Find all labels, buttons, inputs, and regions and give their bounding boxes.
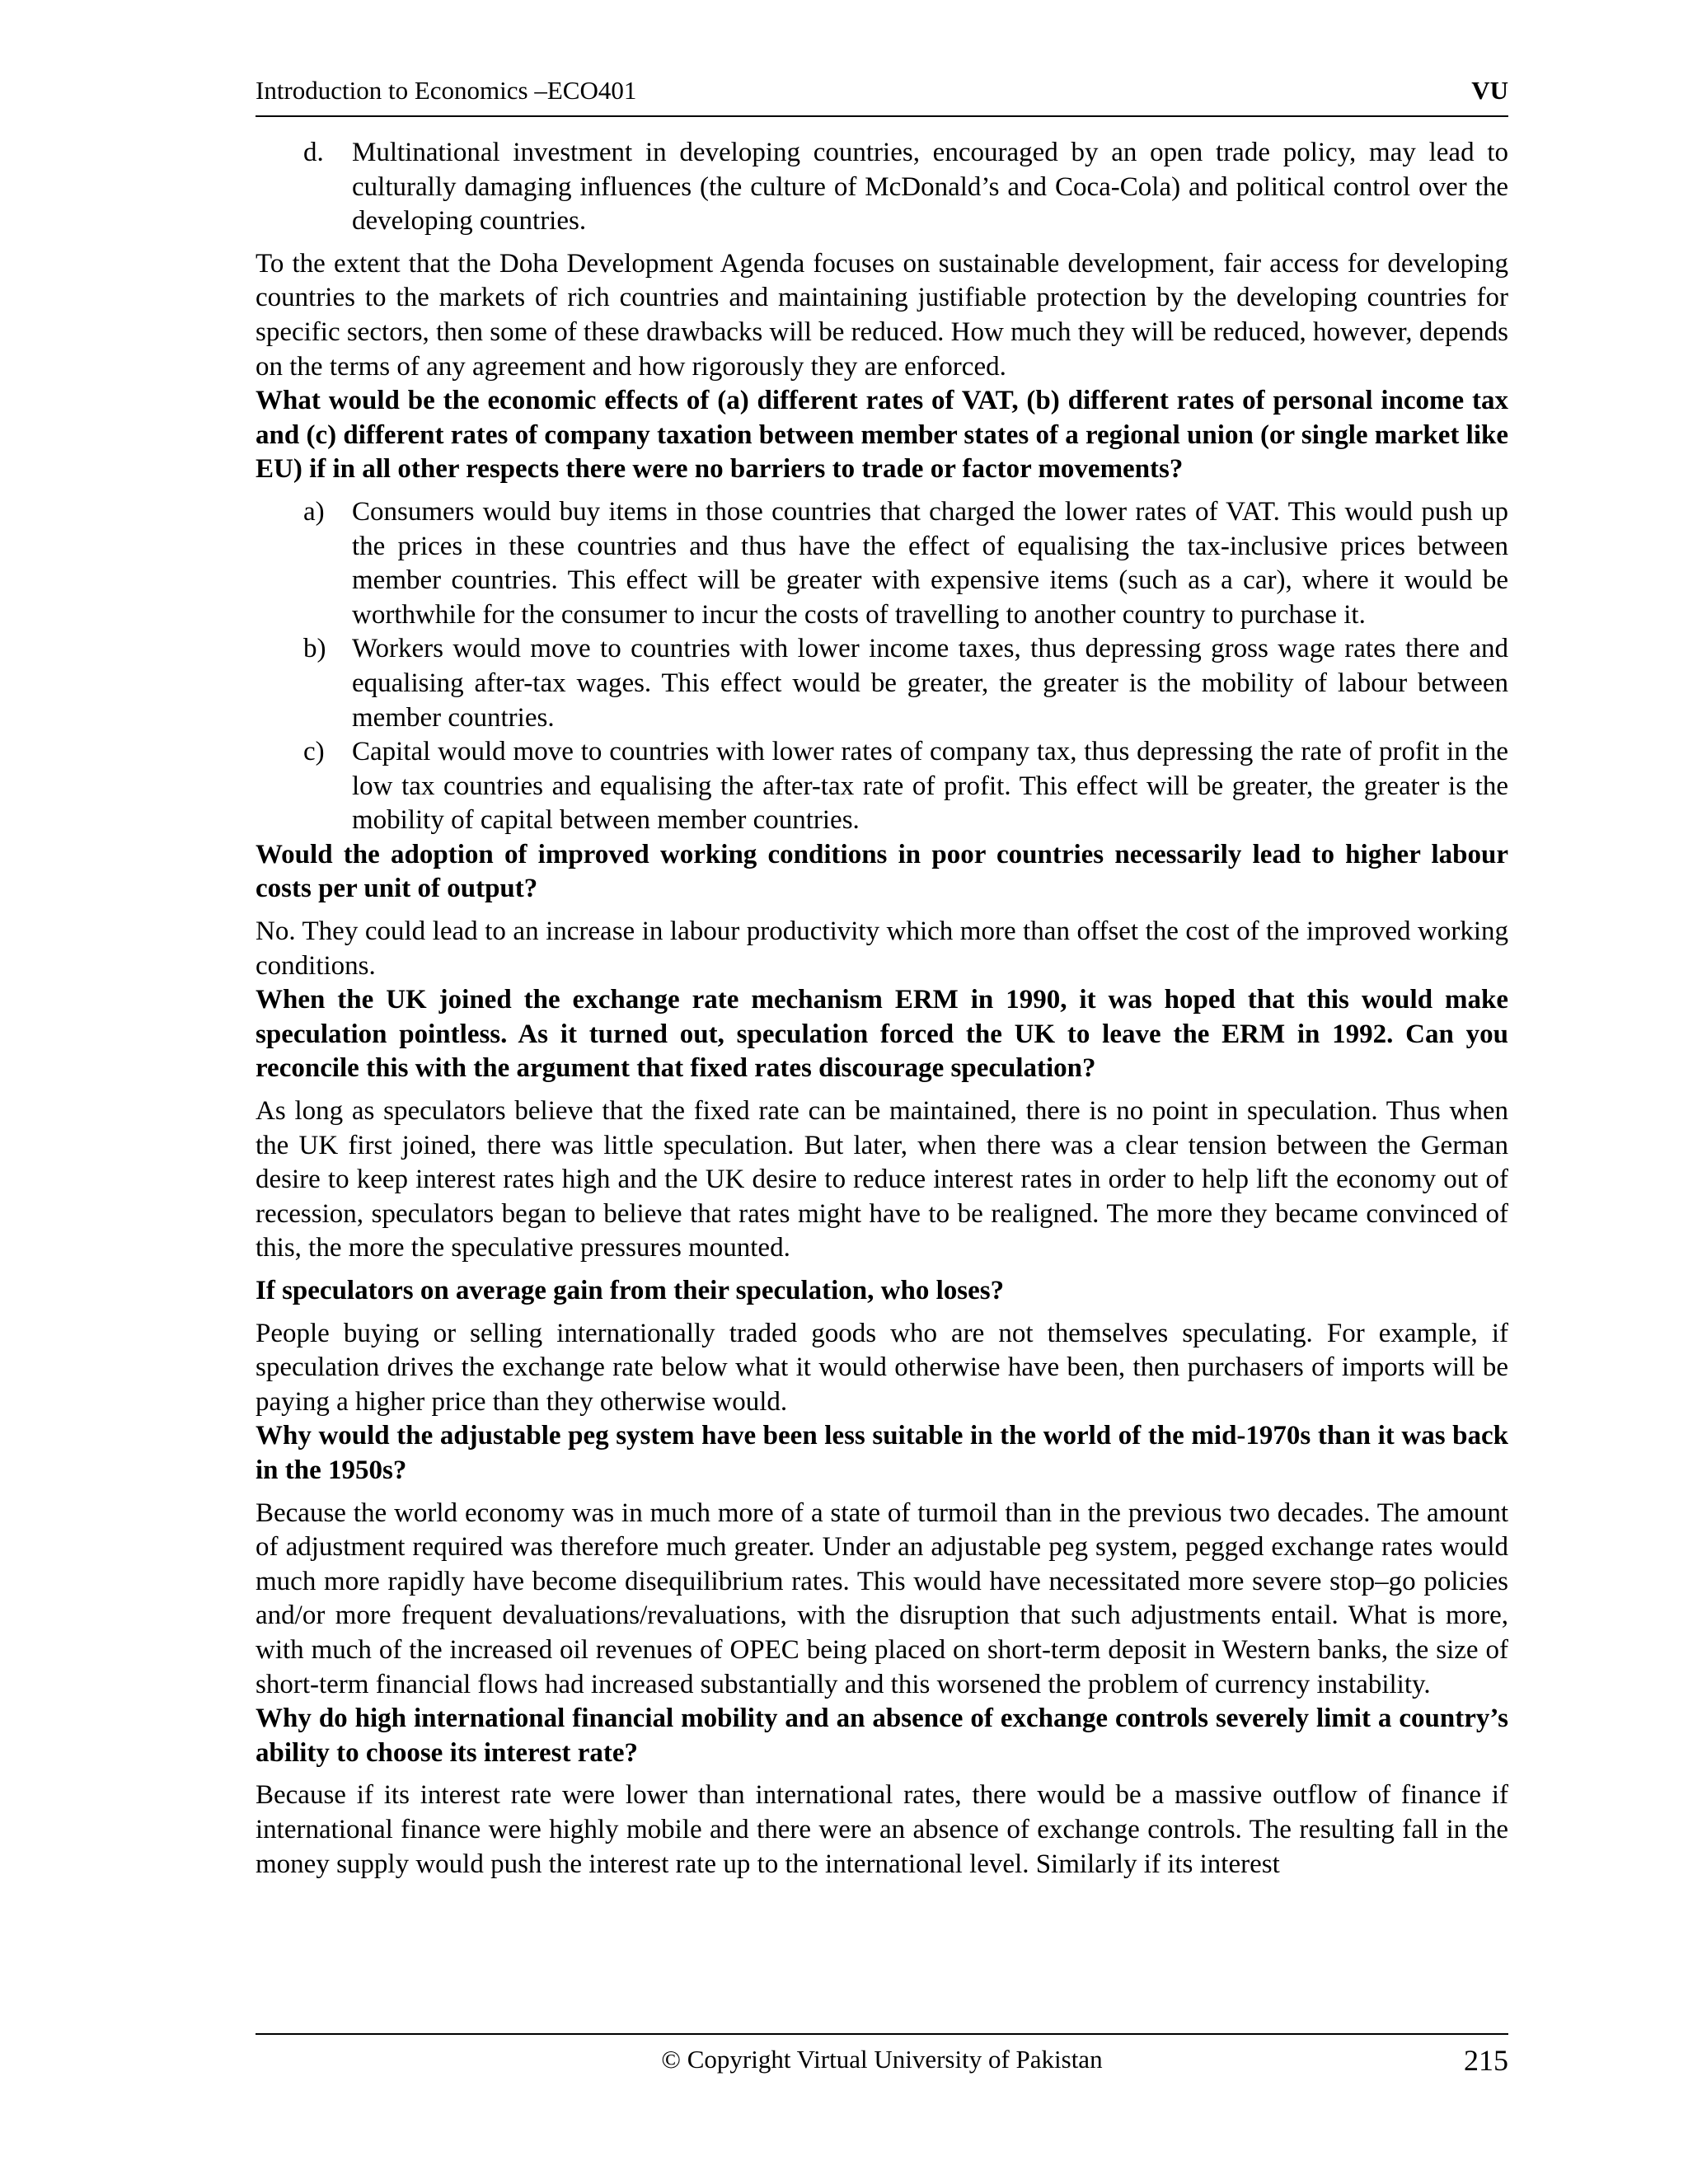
list-marker: b): [303, 634, 326, 664]
answer-loses: People buying or selling internationally traded goods who are not themselves speculating. For example, if speculation drives the exchange rate below what it would otherwise have been, then purchasers of imports will be paying a higher price than they otherwise would.: [256, 1318, 1508, 1417]
question-heading-loses: If speculators on average gain from their speculation, who loses?: [256, 1276, 1005, 1305]
answer-labour: No. They could lead to an increase in labour productivity which more than offset the cost of the improved working conditions.: [256, 916, 1508, 981]
answer-erm: As long as speculators believe that the fixed rate can be maintained, there is no point in speculation. Thus when the UK first joined, there was little speculation. But later, when there was a clear tension between the German desire to keep interest rates high and the UK desire to reduce interest rates in order to help lift the economy out of recession, speculators began to believe that rates might have to be realigned. The more they became convinced of this, the more the speculative pressures mounted.: [256, 1096, 1508, 1263]
question-heading-labour: Would the adoption of improved working conditions in poor countries necessarily lead to higher labour costs per unit of output?: [256, 839, 1508, 904]
list-item-b: [256, 632, 1508, 735]
question-heading-vat: What would be the economic effects of (a) different rates of VAT, (b) different rates of personal income tax and (c) different rates of company taxation between member states of a regional union (or single market like EU) if in all other respects there were no barriers to trade or factor movements?: [256, 386, 1508, 485]
list-item-text: Consumers would buy items in those countries that charged the lower rates of VAT. This would push up the prices in these countries and thus have the effect of equalising the tax-inclusive prices between member countries. This effect will be greater with expensive items (such as a car), where it would be worthwhile for the consumer to incur the costs of travelling to another country to purchase it.: [352, 496, 1508, 630]
paragraph-doha: To the extent that the Doha Development Agenda focuses on sustainable development, fair access for developing countries to the markets of rich countries and maintaining justifiable protection by the developing countries for specific sectors, then some of these drawbacks will be reduced. How much they will be reduced, however, depends on the terms of any agreement and how rigorously they are enforced.: [256, 248, 1508, 382]
list-marker: a): [303, 496, 325, 527]
course-title: Introduction to Economics –ECO401: [256, 76, 637, 105]
list-item-text: Workers would move to countries with lower income taxes, thus depressing gross wage rates there and equalising after-tax wages. This effect would be greater, the greater is the mobility of labour between member countries.: [352, 634, 1508, 733]
page-header: [256, 76, 1508, 117]
list-item-text: Multinational investment in developing countries, encouraged by an open trade policy, may lead to culturally damaging influences (the culture of McDonald’s and Coca-Cola) and political control over the developing countries.: [352, 138, 1508, 237]
vu-logo-text: VU: [1471, 76, 1508, 105]
answer-mobility: Because if its interest rate were lower than international rates, there would be a massive outflow of finance if international finance were highly mobile and there were an absence of exchange controls. The resulting fall in the money supply would push the interest rate up to the international level. Similarly if its interest: [256, 1780, 1508, 1879]
page-footer: [256, 2033, 1508, 2084]
list-item-c: [256, 735, 1508, 838]
question-heading-mobility: Why do high international financial mobility and an absence of exchange controls severely limit a country’s ability to choose its interest rate?: [256, 1704, 1508, 1768]
question-heading-peg: Why would the adjustable peg system have been less suitable in the world of the mid-1970s than it was back in the 1950s?: [256, 1421, 1508, 1485]
copyright-text: © Copyright Virtual University of Pakistan: [661, 2045, 1103, 2074]
page-body: [256, 136, 1508, 1882]
list-item-a: [256, 495, 1508, 632]
list-marker: c): [303, 737, 325, 767]
list-item-d: [256, 136, 1508, 239]
list-marker: d.: [303, 138, 324, 167]
page-number: 215: [1464, 2044, 1508, 2077]
list-item-text: Capital would move to countries with lower rates of company tax, thus depressing the rate of profit in the low tax countries and equalising the after-tax rate of profit. This effect will be greater, the greater is the mobility of capital between member countries.: [352, 737, 1508, 836]
question-heading-erm: When the UK joined the exchange rate mechanism ERM in 1990, it was hoped that this would make speculation pointless. As it turned out, speculation forced the UK to leave the ERM in 1992. Can you reconcile this with the argument that fixed rates discourage speculation?: [256, 985, 1508, 1084]
answer-peg: Because the world economy was in much more of a state of turmoil than in the previous two decades. The amount of adjustment required was therefore much greater. Under an adjustable peg system, pegged exchange rates would much more rapidly have become disequilibrium rates. This would have necessitated more severe stop–go policies and/or more frequent devaluations/revaluations, with the disruption that such adjustments entail. What is more, with much of the increased oil revenues of OPEC being placed on short-term deposit in Western banks, the size of short-term financial flows had increased substantially and this worsened the problem of currency instability.: [256, 1497, 1508, 1699]
